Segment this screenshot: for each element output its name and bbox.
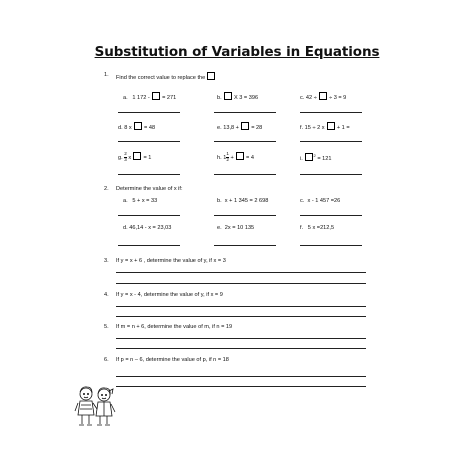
answer-line[interactable] (214, 141, 276, 142)
answer-line[interactable] (300, 215, 362, 216)
answer-box-icon (327, 122, 335, 130)
answer-box-icon (241, 122, 249, 130)
q1-item-a: a. 1 172 - = 271 (123, 92, 176, 102)
answer-box-icon (152, 92, 160, 100)
q1-item-c: c. 42 ÷ ÷ 3 = 9 (300, 92, 346, 102)
answer-line[interactable] (116, 338, 366, 339)
answer-line[interactable] (116, 348, 366, 349)
q1-item-i: i. $^2$ = 121 (300, 153, 332, 162)
q3-number: 3. (104, 258, 109, 264)
answer-box-icon (224, 92, 232, 100)
q2-instruction: Determine the value of x if: (116, 186, 183, 192)
q5-number: 5. (104, 324, 109, 330)
q2-item-c: c. x - 1 457 =26 (300, 198, 341, 204)
answer-box-icon (319, 92, 327, 100)
answer-line[interactable] (116, 272, 366, 273)
answer-line[interactable] (116, 283, 366, 284)
q2-number: 2. (104, 186, 109, 192)
answer-box-icon (236, 152, 244, 160)
q1-item-d: d. 8 x = 48 (118, 122, 155, 132)
q4-text: If y = x - 4, determine the value of y, if x = 9 (116, 292, 223, 298)
q2-item-f: f. 5 x =212,5 (300, 225, 335, 231)
answer-line[interactable] (118, 141, 180, 142)
answer-line[interactable] (214, 215, 276, 216)
answer-box-icon (134, 122, 142, 130)
q1-item-f: f. 15 ÷ 2 x + 1 = (300, 122, 350, 132)
children-illustration-icon (74, 385, 116, 429)
answer-line[interactable] (300, 174, 362, 175)
q3-text: If y = x + 6 , determine the value of y, if x = 3 (116, 258, 226, 264)
q1-item-e: e. 13,8 + = 28 (217, 122, 262, 132)
answer-line[interactable] (116, 316, 366, 317)
answer-line[interactable] (116, 306, 366, 307)
q2-item-b: b. x + 1 345 = 2 698 (217, 198, 269, 204)
answer-line[interactable] (214, 174, 276, 175)
fraction: $\frac{1}{2}$ (226, 151, 229, 163)
answer-line[interactable] (118, 245, 180, 246)
q2-item-d: d. 46,14 - x = 23,03 (123, 225, 172, 231)
answer-line[interactable] (118, 215, 180, 216)
answer-line[interactable] (116, 386, 366, 387)
answer-line[interactable] (116, 376, 366, 377)
q1-instruction-text: Find the correct value to replace the (116, 75, 206, 81)
q1-item-b: b. X 3 = 396 (217, 92, 258, 102)
q6-number: 6. (104, 357, 109, 363)
q6-text: If p = n – 6, determine the value of p, if n = 18 (116, 357, 229, 363)
answer-box-icon (207, 72, 215, 80)
q2-item-a: a. 5 + x = 33 (123, 198, 158, 204)
q1-item-g: g. $\frac{2}{3}$ x = 1 (118, 151, 152, 163)
answer-line[interactable] (300, 245, 362, 246)
answer-line[interactable] (214, 112, 276, 113)
answer-line[interactable] (300, 112, 362, 113)
answer-box-icon (305, 153, 313, 161)
fraction: $\frac{2}{3}$ (124, 151, 127, 163)
q1-number: 1. (104, 72, 109, 78)
answer-line[interactable] (118, 112, 180, 113)
q2-item-e: e. 2x = 10 135 (217, 225, 255, 231)
answer-line[interactable] (300, 141, 362, 142)
q4-number: 4. (104, 292, 109, 298)
q1-instruction (116, 72, 216, 82)
answer-line[interactable] (214, 245, 276, 246)
q5-text: If m = n + 6, determine the value of m, if n = 19 (116, 324, 233, 330)
q1-item-h: h. 1 $\frac{1}{2}$ + = 4 (217, 151, 254, 163)
answer-box-icon (133, 152, 141, 160)
worksheet-title: Substitution of Variables in Equations (94, 44, 380, 60)
answer-line[interactable] (118, 174, 180, 175)
